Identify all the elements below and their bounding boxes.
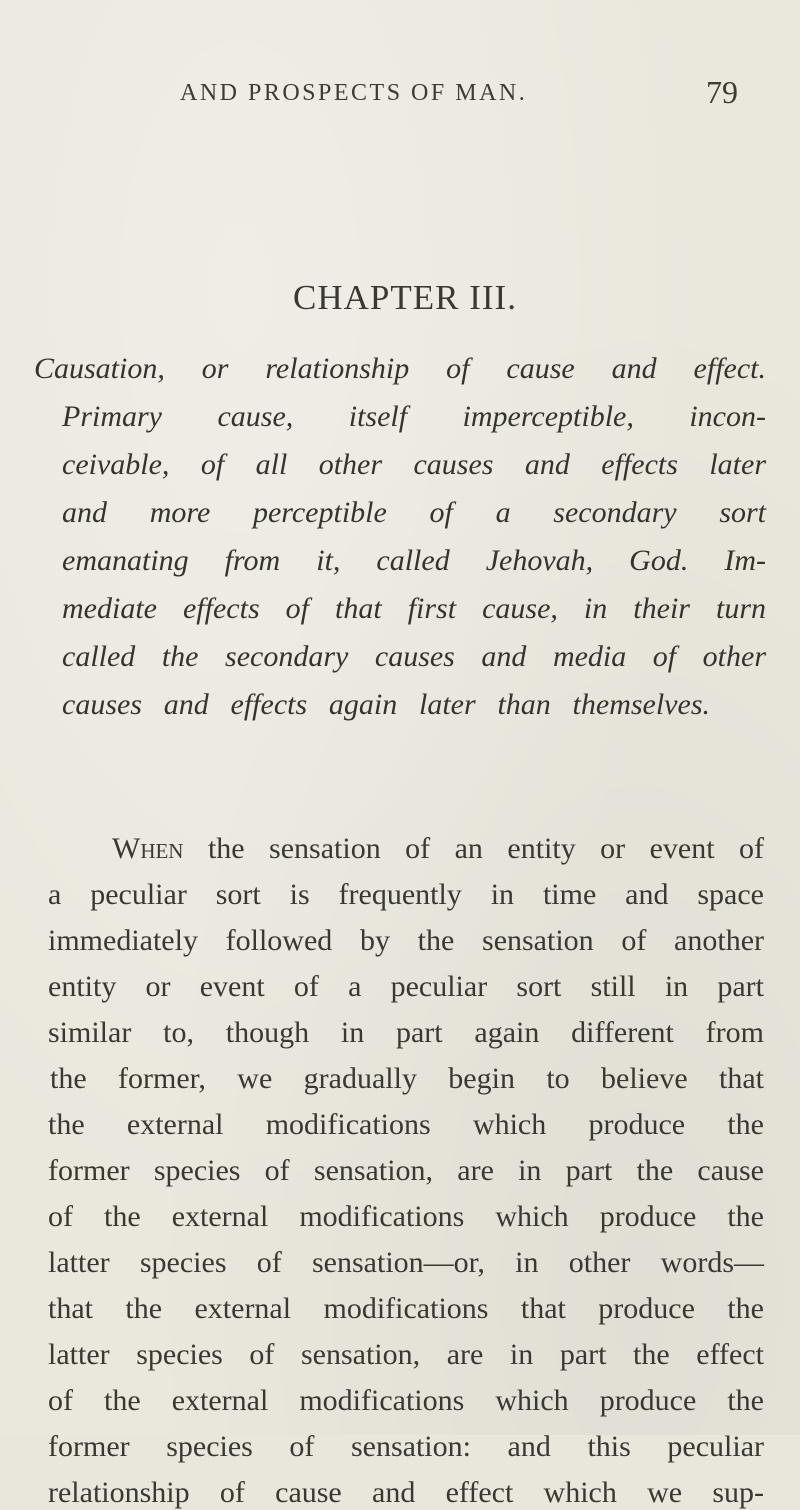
summary-line: Causation, or relationship of cause and effect. — [34, 352, 766, 385]
page-number: 79 — [706, 74, 738, 110]
first-line-rest: the sensation of an entity or event of — [207, 832, 765, 865]
paragraph-line: entity or event of a peculiar sort still in part — [48, 970, 764, 1003]
summary-line: ceivable, of all other causes and effects later — [62, 448, 766, 481]
paragraph-first-line — [112, 832, 764, 866]
running-head-title: AND PROSPECTS OF MAN. — [180, 80, 528, 106]
paragraph-line: latter species of sensation, are in part the effect — [48, 1338, 764, 1371]
paragraph-line: that the external modifications that produce the — [48, 1292, 764, 1325]
paragraph-line: the former, we gradually begin to believe that — [50, 1062, 764, 1095]
paragraph-line: similar to, though in part again different from — [48, 1016, 764, 1049]
summary-line: mediate effects of that first cause, in their turn — [62, 592, 766, 625]
paragraph-line: former species of sensation: and this peculiar — [48, 1430, 764, 1463]
paragraph-line: latter species of sensation—or, in other words— — [48, 1246, 764, 1279]
summary-line: Primary cause, itself imperceptible, incon- — [62, 400, 766, 433]
paragraph-line: relationship of cause and effect which we sup- — [48, 1476, 764, 1509]
summary-line: and more perceptible of a secondary sort — [62, 496, 766, 529]
paragraph-line: of the external modifications which produce the — [48, 1200, 764, 1233]
paragraph-line: immediately followed by the sensation of another — [48, 924, 764, 957]
paragraph-line: a peculiar sort is frequently in time and space — [48, 878, 764, 911]
chapter-heading: CHAPTER III. — [293, 278, 517, 317]
paragraph-line: former species of sensation, are in part the cause — [48, 1154, 764, 1187]
opening-word: When — [112, 832, 184, 865]
paragraph-line: the external modifications which produce the — [48, 1108, 764, 1141]
summary-line: causes and effects again later than themselves. — [62, 688, 710, 721]
paragraph-line: of the external modifications which produce the — [48, 1384, 764, 1417]
summary-line: called the secondary causes and media of other — [62, 640, 766, 673]
summary-line: emanating from it, called Jehovah, God. Im- — [62, 544, 766, 577]
